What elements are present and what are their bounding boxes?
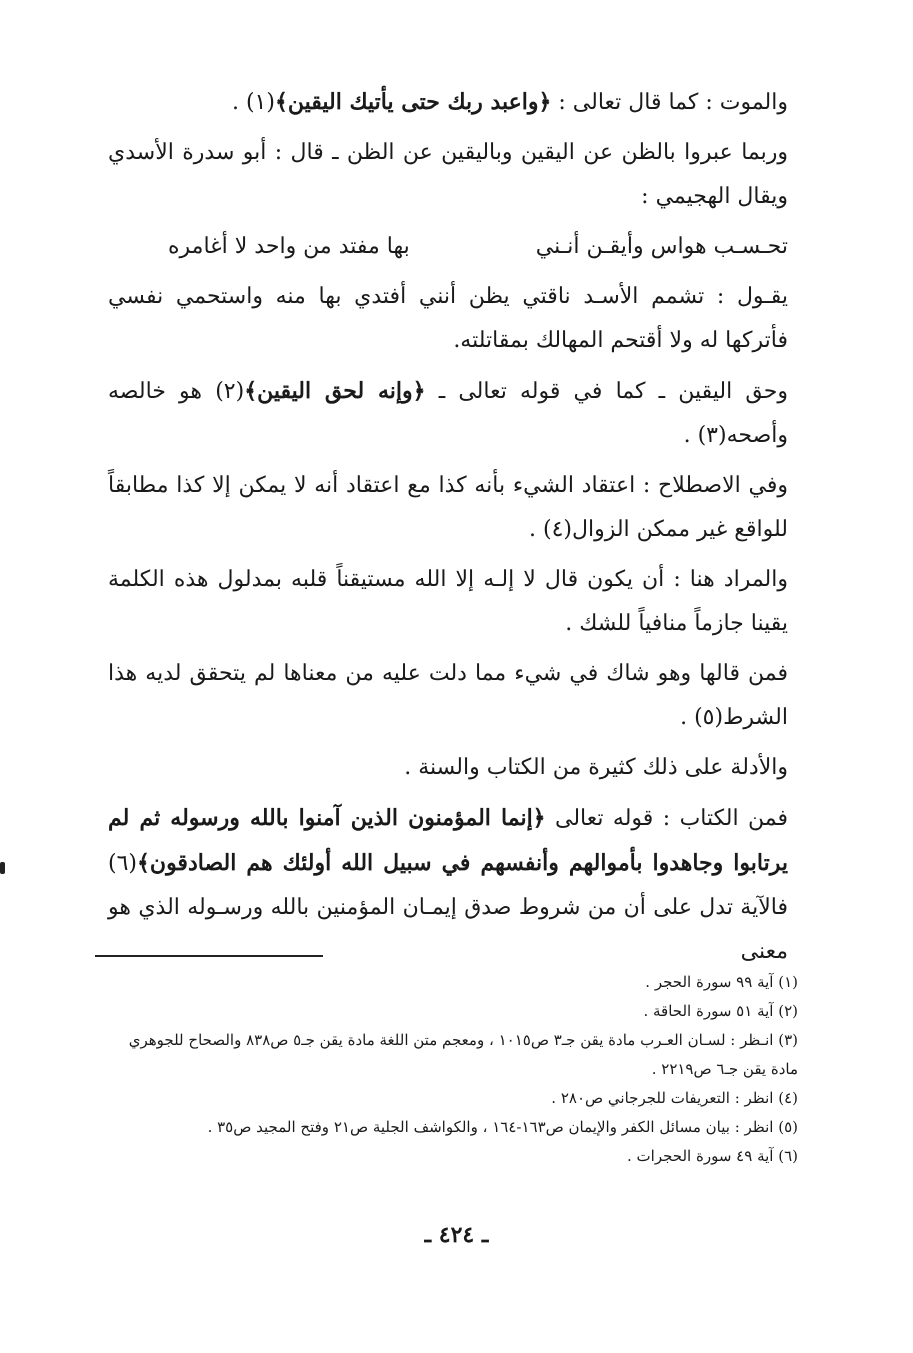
quran-verse: ﴿واعبد ربك حتى يأتيك اليقين﴾ (274, 89, 552, 115)
paragraph-verse-explanation: يقـول : تشمم الأسـد ناقتي يظن أنني أفتدي بها منه واستحمي نفسي فأتركها له ولا أقتحم المهالك بمقاتلته. (108, 284, 788, 353)
paragraph-evidence: والأدلة على ذلك كثيرة من الكتاب والسنة . (404, 755, 788, 780)
footnote-divider (95, 955, 323, 957)
footnote-ref: (١) . (231, 90, 275, 115)
quran-verse: ﴿إنما المؤمنون الذين آمنوا بالله ورسوله ثم لم يرتابوا وجاهدوا بأموالهم وأنفسهم في سبيل الله أولئك هم الصادقون﴾ (108, 805, 788, 876)
scan-mark (0, 862, 5, 874)
paragraph-text: (٢) هو خالصه وأصحه(٣) . (108, 379, 788, 448)
footnote-1: (١) آية ٩٩ سورة الحجر . (645, 973, 798, 991)
quran-verse: ﴿وإنه لحق اليقين﴾ (244, 378, 426, 404)
footnote-3: (٣) انـظر : لسـان العـرب مادة يقن جـ٣ ص١٠١٥ ، ومعجم متن اللغة مادة يقن جـ٥ ص٨٣٨ والصحاح للجوهري مادة يقن جـ٦ ص٢٢١٩ . (128, 1031, 798, 1078)
paragraph-zann-yaqin: وربما عبروا بالظن عن اليقين وباليقين عن الظن ـ قال : أبو سدرة الأسدي ويقال الهجيمي : (108, 140, 788, 209)
page-number: ـ ٤٢٤ ـ (424, 1222, 489, 1248)
paragraph-doubter: فمن قالها وهو شاك في شيء مما دلت عليه من معناها لم يتحقق لديه هذا الشرط(٥) . (108, 661, 788, 730)
paragraph-text: (٦) فالآية تدل على أن من شروط صدق إيمـان المؤمنين بالله ورسـوله الذي هو معنى (108, 851, 788, 964)
paragraph-intended-meaning: والمراد هنا : أن يكون قال لا إلـه إلا الله مستيقناً قلبه بمدلول هذه الكلمة يقينا جازماً منافياً للشك . (108, 567, 788, 636)
verse-first-hemistich: تحـسـب هواس وأيقـن أنـني (535, 234, 788, 259)
footnote-4: (٤) انظر : التعريفات للجرجاني ص٢٨٠ . (551, 1089, 798, 1107)
main-text (108, 80, 818, 980)
paragraph-text: وحق اليقين ـ كما في قوله تعالى ـ (425, 379, 788, 404)
paragraph-text: والموت : كما قال تعالى : (551, 90, 788, 115)
footnote-5: (٥) انظر : بيان مسائل الكفر والإيمان ص١٦٣-١٦٤ ، والكواشف الجلية ص٢١ وفتح المجيد ص٣٥ . (207, 1118, 798, 1136)
paragraph-death-verse (108, 80, 818, 125)
footnote-6: (٦) آية ٤٩ سورة الحجرات . (627, 1147, 798, 1165)
footnote-2: (٢) آية ٥١ سورة الحاقة . (643, 1002, 798, 1020)
paragraph-definition: وفي الاصطلاح : اعتقاد الشيء بأنه كذا مع اعتقاد أنه لا يمكن إلا كذا مطابقاً للواقع غير ممكن الزوال(٤) . (108, 473, 788, 542)
paragraph-haqq-al-yaqin (108, 369, 818, 458)
verse-second-hemistich: بها مفتد من واحد لا أغامره (168, 234, 410, 259)
paragraph-text: فمن الكتاب : قوله تعالى (545, 806, 788, 831)
footnotes (106, 968, 818, 1171)
paragraph-quran-evidence (108, 796, 818, 974)
poetry-verse (108, 225, 818, 269)
